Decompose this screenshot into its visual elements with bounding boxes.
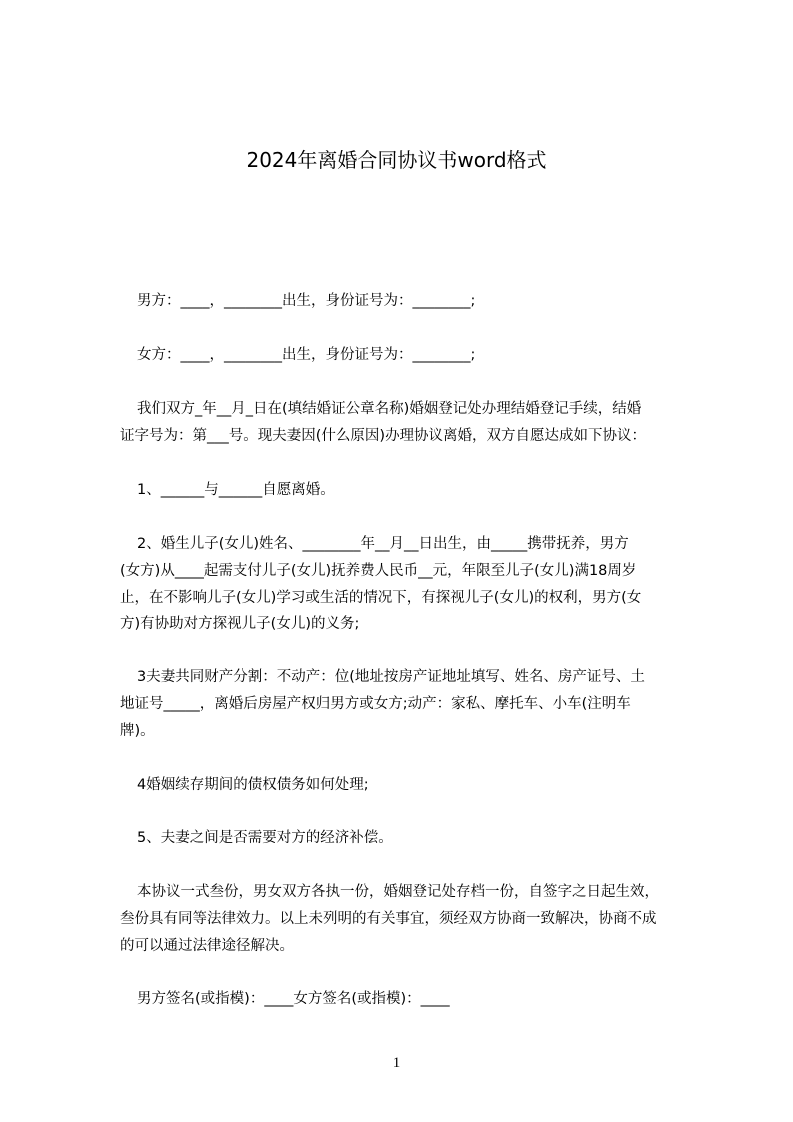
clause-3-line: 牌)。: [120, 723, 155, 739]
clause-2-line: (女方)从____起需支付儿子(女儿)抚养费人民币__元，年限至儿子(女儿)满18周岁: [120, 563, 637, 579]
clause-2-line: 止，在不影响儿子(女儿)学习或生活的情况下，有探视儿子(女儿)的权利，男方(女: [120, 590, 642, 606]
male-party-line: 男方：____，________出生，身份证号为：________;: [137, 293, 476, 309]
closing-paragraph-line: 本协议一式叁份，男女双方各执一份，婚姻登记处存档一份，自签字之日起生效，: [137, 884, 659, 900]
clause-2-line: 2、婚生儿子(女儿)姓名、________年__月__日出生，由_____携带抚养，男方: [137, 536, 629, 552]
signature-line: 男方签名(或指模)：____女方签名(或指模)：____: [137, 991, 450, 1007]
clause-3-line: 地证号_____，离婚后房屋产权归男方或女方;动产：家私、摩托车、小车(注明车: [120, 696, 631, 712]
intro-paragraph-line: 证字号为：第___号。现夫妻因(什么原因)办理协议离婚，双方自愿达成如下协议：: [120, 428, 647, 444]
document-title: 2024年离婚合同协议书word格式: [246, 148, 547, 172]
clause-4: 4婚姻续存期间的债权债务如何处理;: [137, 777, 369, 793]
page-number: 1: [392, 1055, 401, 1071]
closing-paragraph-line: 叁份具有同等法律效力。以上未列明的有关事宜，须经双方协商一致解决，协商不成: [120, 911, 657, 927]
clause-5: 5、夫妻之间是否需要对方的经济补偿。: [137, 830, 393, 846]
female-party-line: 女方：____，________出生，身份证号为：________;: [137, 347, 476, 363]
closing-paragraph-line: 的可以通过法律途径解决。: [120, 938, 294, 954]
intro-paragraph-line: 我们双方_年__月_日在(填结婚证公章名称)婚姻登记处办理结婚登记手续，结婚: [137, 401, 642, 417]
clause-1: 1、______与______自愿离婚。: [137, 482, 335, 498]
clause-3-line: 3夫妻共同财产分割：不动产：位(地址按房产证地址填写、姓名、房产证号、土: [137, 669, 645, 685]
clause-2-line: 方)有协助对方探视儿子(女儿)的义务;: [120, 616, 360, 632]
